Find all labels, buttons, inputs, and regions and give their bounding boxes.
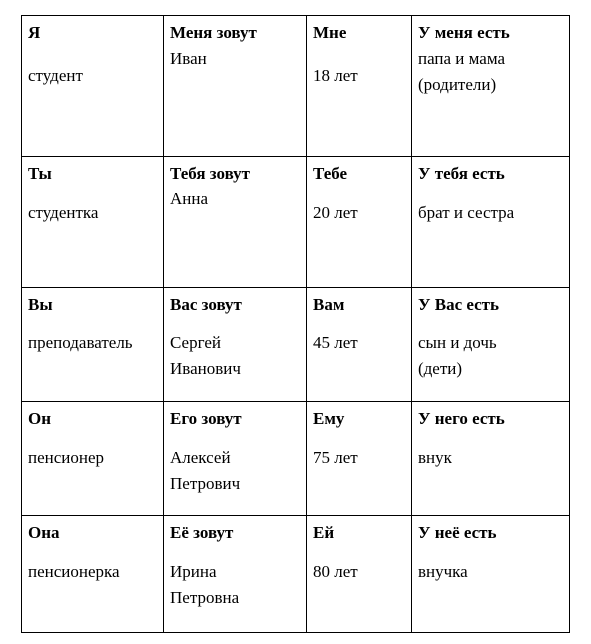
pronoun-header: Он [28, 409, 52, 428]
age-text: 18 лет [313, 66, 358, 85]
name-line2: Иванович [170, 359, 241, 378]
age-header: Мне [313, 23, 347, 42]
pronoun-text: студентка [28, 203, 99, 222]
family-line1: внук [418, 448, 452, 467]
pronoun-text: пенсионер [28, 448, 105, 467]
table-row [22, 516, 570, 633]
pronoun-cell [22, 516, 164, 633]
name-cell [164, 288, 307, 402]
family-line1: внучка [418, 562, 468, 581]
age-text: 75 лет [313, 448, 358, 467]
pronoun-text: преподаватель [28, 333, 133, 352]
pronoun-text: студент [28, 66, 83, 85]
name-line1: Иван [170, 49, 207, 68]
age-header: Ему [313, 409, 345, 428]
age-header: Тебе [313, 164, 348, 183]
age-header: Ей [313, 523, 335, 542]
name-cell [164, 16, 307, 157]
family-header: У неё есть [418, 523, 497, 542]
age-cell [307, 16, 412, 157]
family-line2: (дети) [418, 359, 463, 378]
family-cell [412, 16, 570, 157]
family-header: У него есть [418, 409, 505, 428]
family-cell [412, 288, 570, 402]
age-text: 80 лет [313, 562, 358, 581]
family-header: У тебя есть [418, 164, 505, 183]
table-row [22, 16, 570, 157]
age-header: Вам [313, 295, 345, 314]
pronoun-cell [22, 402, 164, 516]
name-header: Меня зовут [170, 23, 257, 42]
pronoun-table [21, 15, 570, 633]
family-line2: (родители) [418, 75, 497, 94]
family-line1: сын и дочь [418, 333, 497, 352]
family-cell [412, 516, 570, 633]
pronoun-header: Я [28, 23, 41, 42]
name-cell [164, 402, 307, 516]
family-header: У меня есть [418, 23, 510, 42]
age-cell [307, 516, 412, 633]
name-header: Вас зовут [170, 295, 242, 314]
age-text: 45 лет [313, 333, 358, 352]
age-cell [307, 402, 412, 516]
name-header: Тебя зовут [170, 164, 251, 183]
age-text: 20 лет [313, 203, 358, 222]
table-row [22, 402, 570, 516]
pronoun-header: Ты [28, 164, 52, 183]
name-header: Её зовут [170, 523, 234, 542]
table-row [22, 157, 570, 288]
pronoun-text: пенсионерка [28, 562, 120, 581]
pronoun-cell [22, 16, 164, 157]
family-header: У Вас есть [418, 295, 499, 314]
age-cell [307, 288, 412, 402]
name-cell [164, 157, 307, 288]
name-line1: Сергей [170, 333, 221, 352]
table-row [22, 288, 570, 402]
pronoun-cell [22, 157, 164, 288]
name-cell [164, 516, 307, 633]
family-line1: брат и сестра [418, 203, 515, 222]
family-cell [412, 157, 570, 288]
pronoun-header: Вы [28, 295, 53, 314]
family-line1: папа и мама [418, 49, 506, 68]
age-cell [307, 157, 412, 288]
pronoun-cell [22, 288, 164, 402]
name-line2: Петрович [170, 474, 241, 493]
name-line1: Анна [170, 189, 209, 208]
family-cell [412, 402, 570, 516]
pronoun-header: Она [28, 523, 60, 542]
name-line1: Ирина [170, 562, 217, 581]
name-line2: Петровна [170, 588, 240, 607]
name-header: Его зовут [170, 409, 242, 428]
name-line1: Алексей [170, 448, 231, 467]
